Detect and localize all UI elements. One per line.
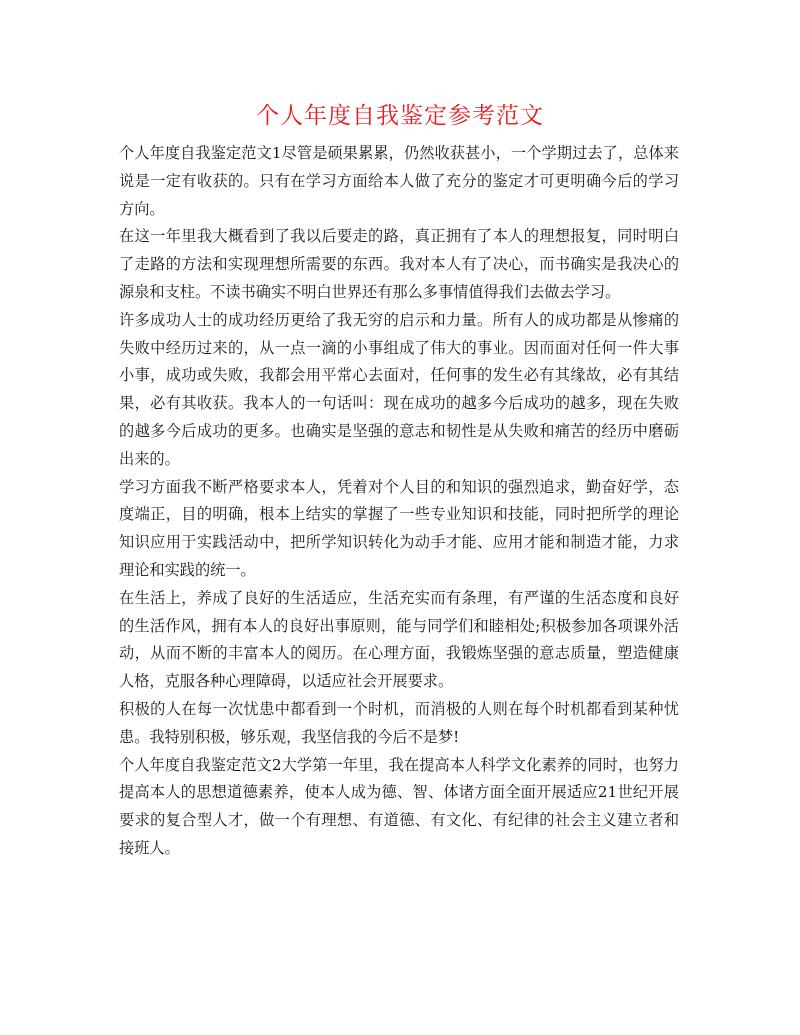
paragraph: 个人年度自我鉴定范文2大学第一年里，我在提高本人科学文化素养的同时，也努力提高本人的思想道德素养，使本人成为德、智、体诸方面全面开展适应21世纪开展要求的复合型人才，做一个有理想、有道德、有文化、有纪律的社会主义建立者和接班人。: [119, 755, 679, 857]
paragraph: 个人年度自我鉴定范文1尽管是硕果累累，仍然收获甚小，一个学期过去了，总体来说是一定有收获的。只有在学习方面给本人做了充分的鉴定才可更明确今后的学习方向。: [119, 144, 679, 218]
paragraph: 在这一年里我大概看到了我以后要走的路，真正拥有了本人的理想报复，同时明白了走路的方法和实现理想所需要的东西。我对本人有了决心，而书确实是我决心的源泉和支柱。不读书确实不明白世界还有那么多事情值得我们去做去学习。: [119, 227, 679, 301]
document-body: [119, 140, 679, 863]
document-title: 个人年度自我鉴定参考范文: [256, 103, 544, 129]
paragraph: 学习方面我不断严格要求本人，凭着对个人目的和知识的强烈追求，勤奋好学，态度端正，目的明确，根本上结实的掌握了一些专业知识和技能，同时把所学的理论知识应用于实践活动中，把所学知识转化为动手才能、应用才能和制造才能，力求理论和实践的统一。: [119, 477, 679, 579]
paragraph: 积极的人在每一次忧患中都看到一个时机，而消极的人则在每个时机都看到某种忧患。我特别积极，够乐观，我坚信我的今后不是梦!: [119, 699, 679, 746]
paragraph: 许多成功人士的成功经历更给了我无穷的启示和力量。所有人的成功都是从惨痛的失败中经历过来的，从一点一滴的小事组成了伟大的事业。因而面对任何一件大事小事，成功或失败，我都会用平常心去面对，任何事的发生必有其缘故，必有其结果，必有其收获。我本人的一句话叫：现在成功的越多今后成功的越多，现在失败的越多今后成功的更多。也确实是坚强的意志和韧性是从失败和痛苦的经历中磨砺出来的。: [119, 310, 679, 468]
paragraph: 在生活上，养成了良好的生活适应，生活充实而有条理，有严谨的生活态度和良好的生活作风，拥有本人的良好出事原则，能与同学们和睦相处;积极参加各项课外活动，从而不断的丰富本人的阅历。在心理方面，我锻炼坚强的意志质量，塑造健康人格，克服各种心理障碍，以适应社会开展要求。: [119, 588, 679, 691]
